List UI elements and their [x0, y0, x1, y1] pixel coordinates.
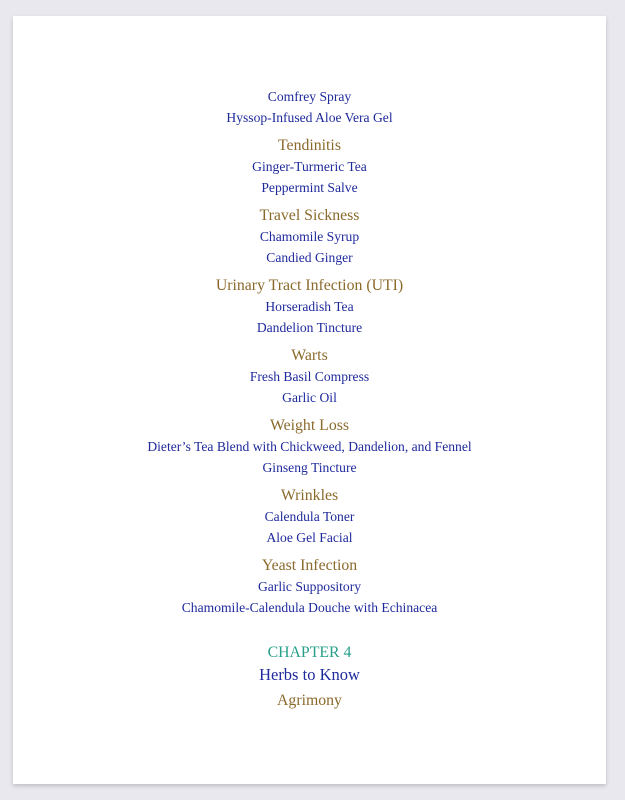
toc-entry[interactable]: Chamomile Syrup: [259, 229, 360, 244]
toc-entry[interactable]: Dandelion Tincture: [256, 319, 363, 335]
toc-section-warts[interactable]: Warts: [291, 347, 328, 364]
toc-entry[interactable]: Horseradish Tea: [265, 299, 354, 314]
table-of-contents: [13, 87, 606, 711]
toc-entry[interactable]: Aloe Gel Facial: [266, 529, 353, 545]
toc-section-uti[interactable]: Urinary Tract Infection (UTI): [215, 277, 404, 294]
toc-entry[interactable]: Calendula Toner: [264, 509, 355, 524]
toc-entry[interactable]: Garlic Suppository: [257, 579, 362, 594]
toc-section-yeast-infection[interactable]: Yeast Infection: [261, 557, 358, 574]
toc-section-travel-sickness[interactable]: Travel Sickness: [259, 207, 360, 224]
chapter-label[interactable]: CHAPTER 4: [267, 644, 352, 661]
toc-entry[interactable]: Fresh Basil Compress: [249, 369, 370, 384]
toc-entry[interactable]: Chamomile-Calendula Douche with Echinacea: [181, 599, 438, 615]
toc-entry[interactable]: Garlic Oil: [282, 389, 337, 405]
toc-section-agrimony[interactable]: Agrimony: [277, 692, 342, 709]
toc-entry[interactable]: Ginseng Tincture: [262, 459, 357, 475]
toc-entry[interactable]: Candied Ginger: [266, 249, 353, 265]
toc-entry[interactable]: Peppermint Salve: [261, 179, 358, 195]
document-page: [13, 16, 606, 784]
toc-section-wrinkles[interactable]: Wrinkles: [280, 487, 339, 504]
chapter-title[interactable]: Herbs to Know: [259, 665, 360, 684]
toc-entry[interactable]: Dieter’s Tea Blend with Chickweed, Dandelion, and Fennel: [147, 439, 472, 454]
toc-entry-comfrey-spray[interactable]: Comfrey Spray: [267, 89, 352, 104]
toc-section-tendinitis[interactable]: Tendinitis: [278, 137, 341, 154]
toc-entry[interactable]: Ginger-Turmeric Tea: [252, 159, 367, 174]
toc-section-weight-loss[interactable]: Weight Loss: [269, 417, 350, 434]
toc-entry-hyssop-aloe-gel[interactable]: Hyssop-Infused Aloe Vera Gel: [226, 109, 393, 125]
